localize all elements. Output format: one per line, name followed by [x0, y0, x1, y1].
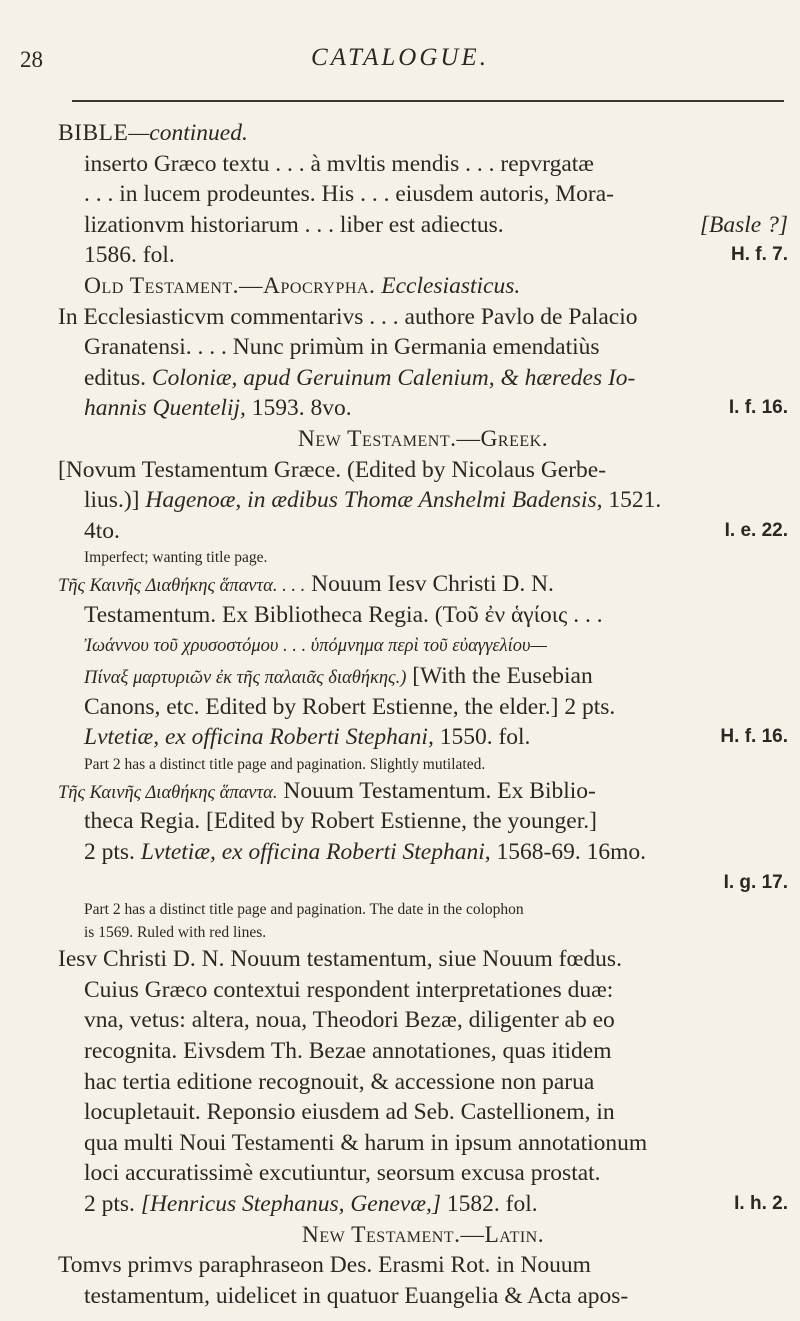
entry-date: 1521.	[608, 487, 662, 514]
entry-line: inserto Græco textu . . . à mvltis mendis . . . repvrgatæ	[84, 150, 594, 177]
page-number: 28	[20, 47, 43, 72]
entry-note: Part 2 has a distinct title page and pagination. Slightly mutilated.	[84, 755, 486, 773]
press-mark: I. g. 17.	[723, 871, 788, 893]
greek-title: Τῆς Καινῆς Διαθήκης ἅπαντα. . . .	[58, 576, 306, 597]
bible-heading: BIBLE	[58, 120, 129, 146]
entry-line: Iesv Christi D. N. Nouum testamentum, siue Nouum fœdus.	[58, 946, 622, 973]
entry-imprint: Lvtetiæ, ex officina Roberti Stephani,	[84, 724, 434, 751]
press-mark: H. f. 16.	[720, 726, 788, 748]
press-mark: I. h. 2.	[734, 1193, 788, 1214]
entry-line: recognita. Eivsdem Th. Bezae annotationes, quas itidem	[84, 1038, 612, 1065]
greek-title: Τῆς Καινῆς Διαθήκης ἅπαντα.	[58, 782, 278, 803]
entry-imprint: Coloniæ, apud Geruinum Calenium, & hæredes Io-	[151, 364, 636, 391]
entry-line: loci accuratissimè excutiuntur, seorsum excusa prostat.	[84, 1160, 601, 1187]
entry-line: In Ecclesiasticvm commentarivs . . . authore Pavlo de Palacio	[58, 303, 638, 330]
entry-line	[58, 485, 788, 516]
entry-line: hac tertia editione recognouit, & accessione non parua	[84, 1068, 595, 1095]
entry-parts: 2 pts.	[84, 839, 135, 866]
entry-text: lizationvm historiarum . . . liber est adiectus.	[84, 211, 504, 238]
entry-line: qua multi Noui Testamenti & harum in ipsum annotationum	[84, 1129, 648, 1156]
entry-imprint: hannis Quentelij,	[84, 395, 246, 422]
press-mark: I. e. 22.	[724, 519, 788, 541]
entry-line: [Novum Testamentum Græce. (Edited by Nicolaus Gerbe-	[58, 456, 607, 483]
entry-imprint: Hagenoæ, in ædibus Thomæ Anshelmi Badensis,	[145, 487, 603, 514]
entry-line	[58, 363, 788, 394]
section-heading-latin	[58, 1220, 788, 1251]
entry-line: Granatensi. . . . Nunc primùm in Germania emendatiùs	[84, 334, 600, 361]
entry-line	[58, 240, 788, 271]
entry-text: lius.)]	[84, 487, 140, 514]
section-heading: New Testament.—Latin.	[301, 1221, 545, 1248]
entry-text: Canons, etc. Edited by Robert Estienne, the elder.]	[84, 693, 559, 720]
catalogue-body	[58, 118, 788, 1311]
entry-note: Part 2 has a distinct title page and pagination. The date in the colophon	[84, 901, 524, 919]
header-rule	[72, 100, 784, 102]
entry-imprint: [Basle ?]	[699, 211, 788, 238]
entry-line	[58, 661, 788, 692]
entry-line: locupletauit. Reponsio eiusdem ad Seb. Castellionem, in	[84, 1099, 615, 1126]
entry-line	[58, 776, 788, 807]
entry-line	[58, 516, 788, 547]
entry-format: 1550. fol.	[439, 724, 531, 751]
section-heading-bible	[58, 118, 788, 149]
section-heading: Old Testament.—Apocrypha.	[84, 272, 376, 299]
press-mark: I. f. 16.	[728, 397, 788, 419]
entry-text: editus.	[84, 364, 147, 391]
entry-format: 1582. fol.	[446, 1191, 538, 1217]
entry-line	[58, 722, 788, 753]
entry-line	[58, 569, 788, 600]
entry-line: vna, vetus: altera, noua, Theodori Bezæ, diligenter ab eo	[84, 1007, 615, 1034]
section-subheading: Ecclesiasticus.	[381, 272, 521, 299]
entry-imprint: Lvtetiæ, ex officina Roberti Stephani,	[140, 839, 491, 866]
press-mark: H. f. 7.	[730, 244, 788, 266]
entry-line	[58, 210, 788, 241]
section-heading-apocrypha	[58, 271, 788, 302]
entry-note: Imperfect; wanting title page.	[84, 549, 268, 567]
entry-line	[58, 837, 788, 868]
entry-text: [With the Eusebian	[412, 663, 593, 690]
entry-text: Nouum Iesv Christi D. N.	[311, 571, 554, 598]
entry-line: theca Regia. [Edited by Robert Estienne, the younger.]	[84, 808, 597, 835]
entry-format: 1593. 8vo.	[251, 395, 352, 422]
entry-format: 1568-69. 16mo.	[496, 839, 646, 866]
section-heading: New Testament.—Greek.	[297, 425, 549, 452]
entry-line	[58, 1189, 788, 1220]
entry-note: is 1569. Ruled with red lines.	[84, 924, 267, 942]
entry-line	[58, 393, 788, 424]
greek-text: Πίναξ μαρτυριῶν ἐκ τῆς παλαιᾶς διαθήκης.)	[84, 668, 407, 689]
entry-imprint: [Henricus Stephanus, Genevæ,]	[140, 1191, 442, 1217]
greek-line: Ἰωάννου τοῦ χρυσοστόμου . . . ὑπόμνημα περὶ τοῦ εὐαγγελίου—	[84, 635, 547, 656]
entry-parts: 2 pts.	[84, 1191, 135, 1217]
entry-line: Cuius Græco contextui respondent interpretationes duæ:	[84, 976, 614, 1003]
entry-format: 4to.	[84, 517, 120, 544]
entry-format: 1586. fol.	[84, 242, 175, 269]
entry-line: Tomvs primvs paraphraseon Des. Erasmi Rot. in Nouum	[58, 1252, 591, 1279]
entry-parts: 2 pts.	[564, 693, 616, 720]
bible-continued: —continued.	[128, 120, 248, 146]
entry-line	[58, 692, 788, 723]
section-heading-greek	[58, 424, 788, 455]
entry-line: Testamentum. Ex Bibliotheca Regia. (Τοῦ ἐν ἁγίοις . . .	[84, 601, 603, 628]
entry-line: . . . in lucem prodeuntes. His . . . eiusdem autoris, Mora-	[84, 181, 614, 208]
entry-text: Nouum Testamentum. Ex Biblio-	[283, 777, 596, 804]
running-head: CATALOGUE.	[311, 44, 489, 71]
entry-line: testamentum, uidelicet in quatuor Euangelia & Acta apos-	[84, 1282, 629, 1309]
